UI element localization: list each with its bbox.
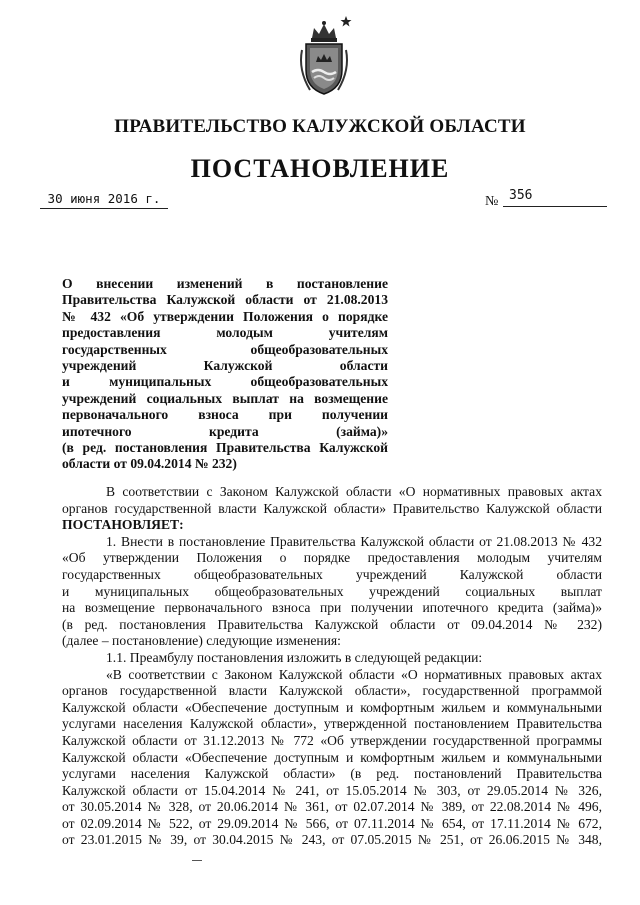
quote-line: «В соответствии с Законом Калужской области «О нормативных правовых актах	[106, 666, 602, 682]
subject-line: и муниципальных общеобразовательных	[62, 374, 388, 390]
subject-line: учреждений Калужской области	[62, 358, 388, 374]
item-1-line: государственных общеобразовательных учреждений Калужской области	[62, 566, 602, 582]
subject-line: О внесении изменений в постановление	[62, 276, 388, 291]
quote-line: Калужской области «Обеспечение доступным и комфортным жильем и коммунальными	[62, 699, 602, 715]
quote-line: Калужской области «Обеспечение доступным и комфортным жильем и коммунальными	[62, 749, 602, 765]
item-1-1: 1.1. Преамбулу постановления изложить в следующей редакции:	[106, 649, 483, 665]
preamble-line: В соответствии с Законом Калужской области «О нормативных правовых актах	[106, 484, 602, 499]
coat-of-arms-icon	[292, 14, 356, 98]
item-1-line: и муниципальных общеобразовательных учреждений социальных выплат	[62, 583, 602, 599]
subject-line: первоначального взноса при получении	[62, 407, 388, 423]
quote-line: органов государственной власти Калужской области», государственной программой	[62, 683, 602, 699]
subject-line: (в ред. постановления Правительства Калужской	[62, 440, 388, 456]
quote-line: услугами населения Калужской области» (в ред. постановлений Правительства	[62, 766, 602, 782]
item-1-line: на возмещение первоначального взноса при получении ипотечного кредита (займа)»	[62, 600, 602, 616]
quote-line: услугами населения Калужской области», утвержденной постановлением Правительства	[62, 716, 602, 732]
resolves-heading: ПОСТАНОВЛЯЕТ:	[62, 517, 184, 533]
organization-name: ПРАВИТЕЛЬСТВО КАЛУЖСКОЙ ОБЛАСТИ	[114, 116, 526, 137]
subject-line: ипотечного кредита (займа)»	[62, 423, 388, 439]
item-1-line: «Об утверждении Положения о порядке предоставления молодым учителям	[62, 550, 602, 566]
subject-line: № 432 «Об утверждении Положения о порядке	[62, 308, 388, 324]
subject-line: предоставления молодым учителям	[62, 325, 388, 341]
document-date: 30 июня 2016 г.	[40, 191, 168, 209]
quote-line: от 30.05.2014 № 328, от 20.06.2014 № 361, от 02.07.2014 № 389, от 22.08.2014 № 496,	[62, 799, 602, 815]
preamble-line: органов государственной власти Калужской области» Правительство Калужской области	[62, 500, 602, 516]
document-body	[62, 484, 602, 849]
quote-line: Калужской области от 15.04.2014 № 241, от 15.05.2014 № 303, от 29.05.2014 № 326,	[62, 782, 602, 798]
quote-line: от 23.01.2015 № 39, от 30.04.2015 № 243, от 07.05.2015 № 251, от 26.06.2015 № 348,	[62, 832, 602, 848]
document-subject	[62, 276, 388, 473]
number-value: 356	[503, 188, 607, 207]
subject-line: учреждений социальных выплат на возмещение	[62, 390, 388, 406]
quote-line: от 02.09.2014 № 522, от 29.09.2014 № 566, от 07.11.2014 № 654, от 17.11.2014 № 672,	[62, 815, 602, 831]
subject-line: области от 09.04.2014 № 232)	[62, 456, 237, 472]
subject-line: государственных общеобразовательных	[62, 341, 388, 357]
item-1-line: (далее – постановление) следующие изменения:	[62, 633, 341, 649]
document-title: ПОСТАНОВЛЕНИЕ	[190, 154, 450, 183]
document-number	[485, 188, 600, 208]
scan-artifact	[192, 860, 202, 864]
number-sign: №	[485, 194, 499, 209]
subject-line: Правительства Калужской области от 21.08.2013	[62, 292, 388, 308]
item-1-line: 1. Внести в постановление Правительства Калужской области от 21.08.2013 № 432	[106, 533, 602, 549]
item-1-line: (в ред. постановления Правительства Калужской области от 09.04.2014 № 232)	[62, 616, 602, 632]
quote-line: Калужской области от 31.12.2013 № 772 «Об утверждении государственной программы	[62, 732, 602, 748]
